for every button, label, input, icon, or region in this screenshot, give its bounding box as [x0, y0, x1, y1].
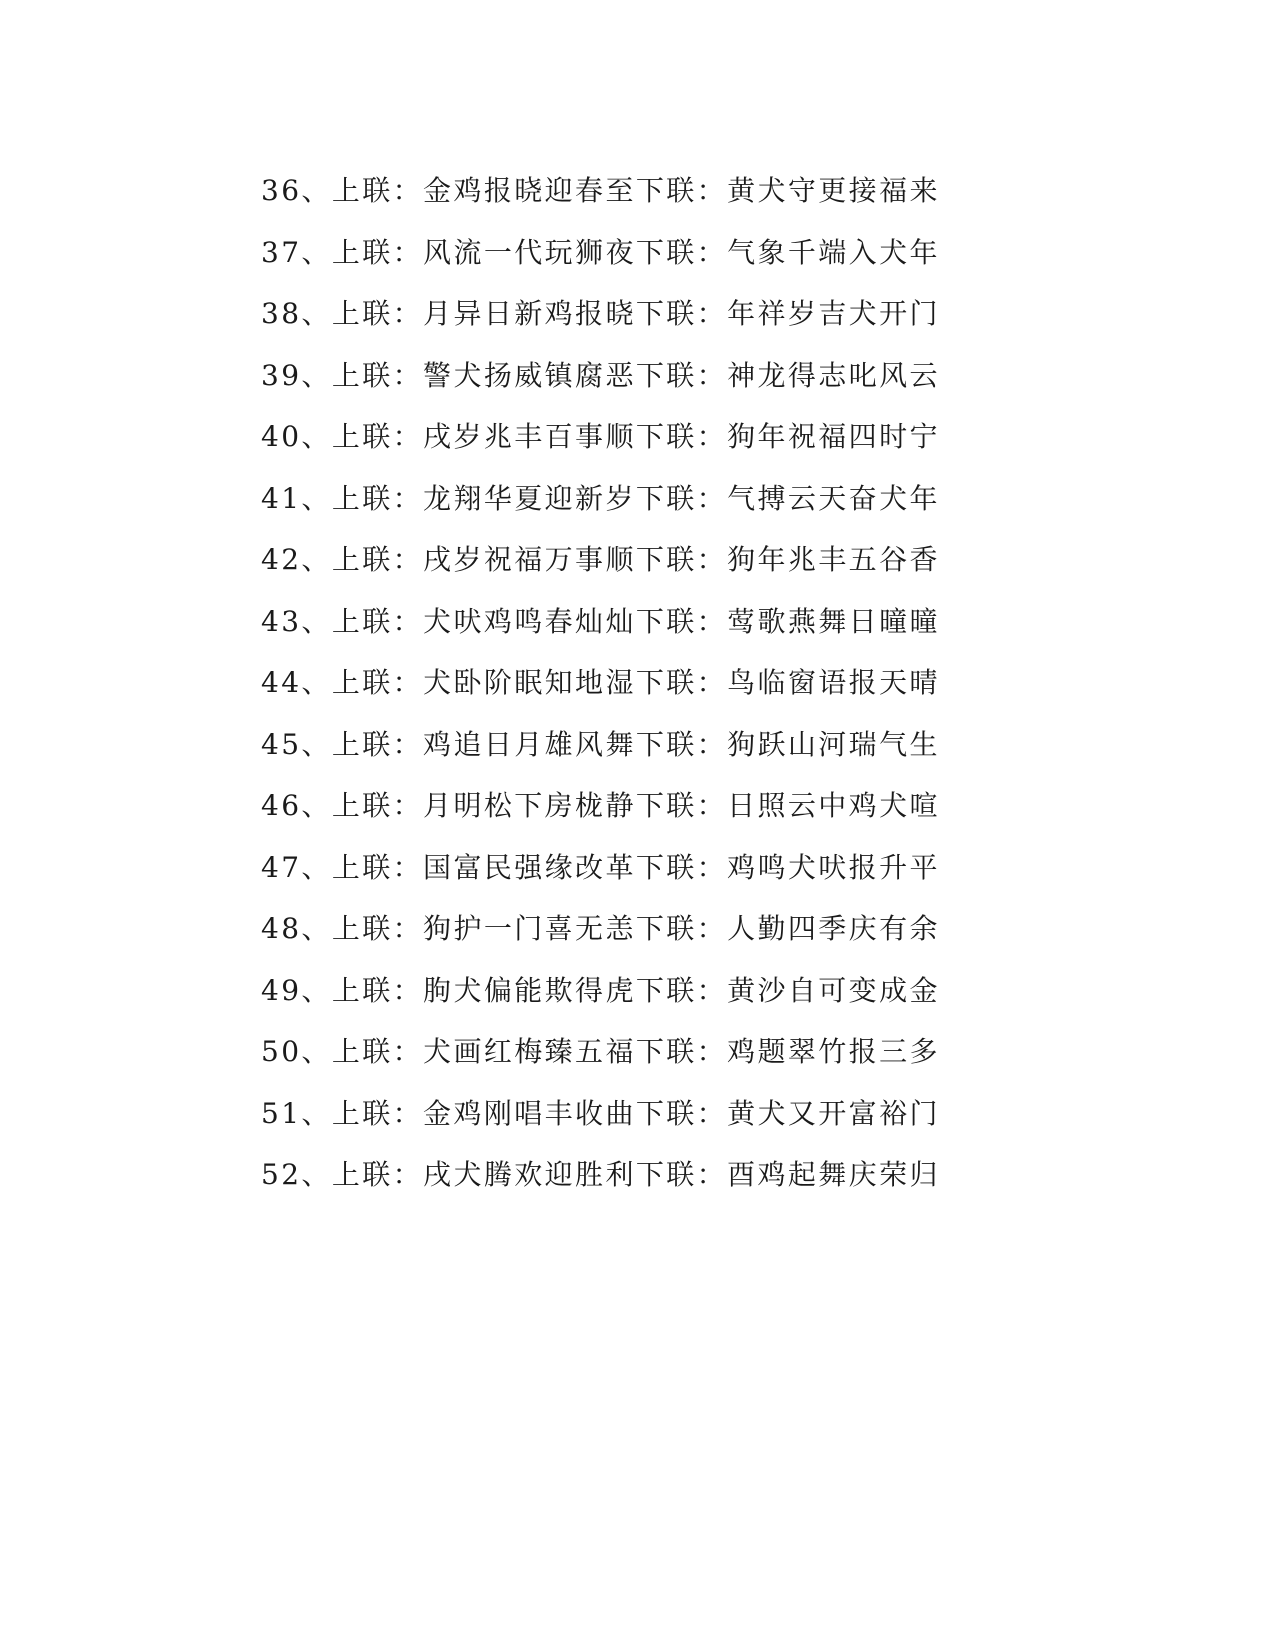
- upper-couplet: 国富民强缘改革: [423, 850, 636, 884]
- lower-couplet: 鸡题翠竹报三多: [727, 1035, 940, 1068]
- couplet-number: 48、: [261, 912, 332, 945]
- lower-label: 下联：: [635, 850, 728, 884]
- upper-couplet: 犬吠鸡鸣春灿灿: [423, 604, 636, 638]
- lower-label: 下联：: [635, 481, 728, 515]
- lower-label: 下联：: [635, 604, 728, 638]
- lower-couplet: 狗年兆丰五谷香: [727, 543, 940, 576]
- couplet-item: [261, 591, 981, 653]
- upper-label: 上联：: [331, 912, 424, 945]
- lower-couplet: 气搏云天奋犬年: [727, 481, 940, 515]
- lower-couplet: 狗年祝福四时宁: [727, 420, 940, 453]
- upper-label: 上联：: [331, 235, 424, 269]
- couplet-number: 50、: [261, 1035, 332, 1068]
- upper-couplet: 戌犬腾欢迎胜利: [423, 1158, 636, 1191]
- couplet-item: [261, 1144, 981, 1206]
- upper-couplet: 戌岁兆丰百事顺: [423, 420, 636, 453]
- couplet-number: 42、: [261, 543, 332, 576]
- upper-couplet: 警犬扬威镇腐恶: [423, 358, 636, 392]
- lower-couplet: 鸡鸣犬吠报升平: [727, 850, 940, 884]
- upper-label: 上联：: [331, 1158, 424, 1191]
- upper-label: 上联：: [331, 174, 424, 207]
- lower-label: 下联：: [635, 1096, 728, 1130]
- lower-label: 下联：: [635, 174, 728, 207]
- couplet-number: 43、: [261, 604, 332, 638]
- couplet-number: 52、: [261, 1158, 332, 1191]
- couplet-item: [261, 898, 981, 960]
- couplet-number: 36、: [261, 174, 332, 207]
- upper-label: 上联：: [331, 297, 424, 330]
- couplet-number: 44、: [261, 666, 332, 699]
- upper-label: 上联：: [331, 1035, 424, 1068]
- lower-couplet: 黄犬又开富裕门: [727, 1096, 940, 1130]
- lower-label: 下联：: [635, 1035, 728, 1068]
- upper-label: 上联：: [331, 666, 424, 699]
- upper-couplet: 犬卧阶眠知地湿: [423, 666, 636, 699]
- upper-couplet: 月明松下房栊静: [423, 789, 636, 822]
- lower-couplet: 年祥岁吉犬开门: [727, 297, 940, 330]
- couplet-item: [261, 529, 981, 591]
- lower-label: 下联：: [635, 1158, 728, 1191]
- couplet-item: [261, 714, 981, 776]
- lower-label: 下联：: [635, 973, 728, 1007]
- upper-couplet: 戌岁祝福万事顺: [423, 543, 636, 576]
- upper-couplet: 风流一代玩狮夜: [423, 235, 636, 269]
- couplet-list: [261, 160, 981, 1206]
- couplet-item: [261, 775, 981, 837]
- lower-label: 下联：: [635, 727, 728, 761]
- couplet-number: 49、: [261, 973, 332, 1007]
- lower-couplet: 鸟临窗语报天晴: [727, 666, 940, 699]
- upper-label: 上联：: [331, 543, 424, 576]
- upper-label: 上联：: [331, 727, 424, 761]
- couplet-item: [261, 468, 981, 530]
- couplet-item: [261, 1021, 981, 1083]
- upper-couplet: 犬画红梅臻五福: [423, 1035, 636, 1068]
- lower-label: 下联：: [635, 358, 728, 392]
- couplet-number: 45、: [261, 727, 332, 761]
- couplet-number: 38、: [261, 297, 332, 330]
- lower-label: 下联：: [635, 235, 728, 269]
- lower-couplet: 神龙得志叱风云: [727, 358, 940, 392]
- upper-label: 上联：: [331, 420, 424, 453]
- upper-label: 上联：: [331, 358, 424, 392]
- upper-label: 上联：: [331, 604, 424, 638]
- couplet-item: [261, 1083, 981, 1145]
- lower-couplet: 气象千端入犬年: [727, 235, 940, 269]
- couplet-item: [261, 652, 981, 714]
- upper-couplet: 狗护一门喜无恙: [423, 912, 636, 945]
- lower-couplet: 莺歌燕舞日曈曈: [727, 604, 940, 638]
- couplet-number: 46、: [261, 789, 332, 822]
- couplet-number: 40、: [261, 420, 332, 453]
- couplet-item: [261, 222, 981, 284]
- lower-label: 下联：: [635, 420, 728, 453]
- upper-label: 上联：: [331, 481, 424, 515]
- couplet-number: 39、: [261, 358, 332, 392]
- upper-couplet: 朐犬偏能欺得虎: [423, 973, 636, 1007]
- lower-couplet: 狗跃山河瑞气生: [727, 727, 940, 761]
- upper-couplet: 鸡追日月雄风舞: [423, 727, 636, 761]
- upper-label: 上联：: [331, 789, 424, 822]
- lower-label: 下联：: [635, 912, 728, 945]
- upper-couplet: 龙翔华夏迎新岁: [423, 481, 636, 515]
- lower-label: 下联：: [635, 789, 728, 822]
- lower-couplet: 日照云中鸡犬喧: [727, 789, 940, 822]
- couplet-item: [261, 837, 981, 899]
- couplet-number: 41、: [261, 481, 332, 515]
- lower-couplet: 人勤四季庆有余: [727, 912, 940, 945]
- couplet-number: 37、: [261, 235, 332, 269]
- lower-couplet: 黄沙自可变成金: [727, 973, 940, 1007]
- lower-label: 下联：: [635, 543, 728, 576]
- couplet-item: [261, 960, 981, 1022]
- couplet-item: [261, 345, 981, 407]
- lower-label: 下联：: [635, 666, 728, 699]
- upper-couplet: 金鸡刚唱丰收曲: [423, 1096, 636, 1130]
- lower-label: 下联：: [635, 297, 728, 330]
- upper-label: 上联：: [331, 973, 424, 1007]
- couplet-item: [261, 283, 981, 345]
- lower-couplet: 酉鸡起舞庆荣归: [727, 1158, 940, 1191]
- couplet-number: 51、: [261, 1096, 332, 1130]
- couplet-item: [261, 406, 981, 468]
- couplet-item: [261, 160, 981, 222]
- couplet-number: 47、: [261, 850, 332, 884]
- upper-label: 上联：: [331, 1096, 424, 1130]
- upper-label: 上联：: [331, 850, 424, 884]
- lower-couplet: 黄犬守更接福来: [727, 174, 940, 207]
- upper-couplet: 月异日新鸡报晓: [423, 297, 636, 330]
- upper-couplet: 金鸡报晓迎春至: [423, 174, 636, 207]
